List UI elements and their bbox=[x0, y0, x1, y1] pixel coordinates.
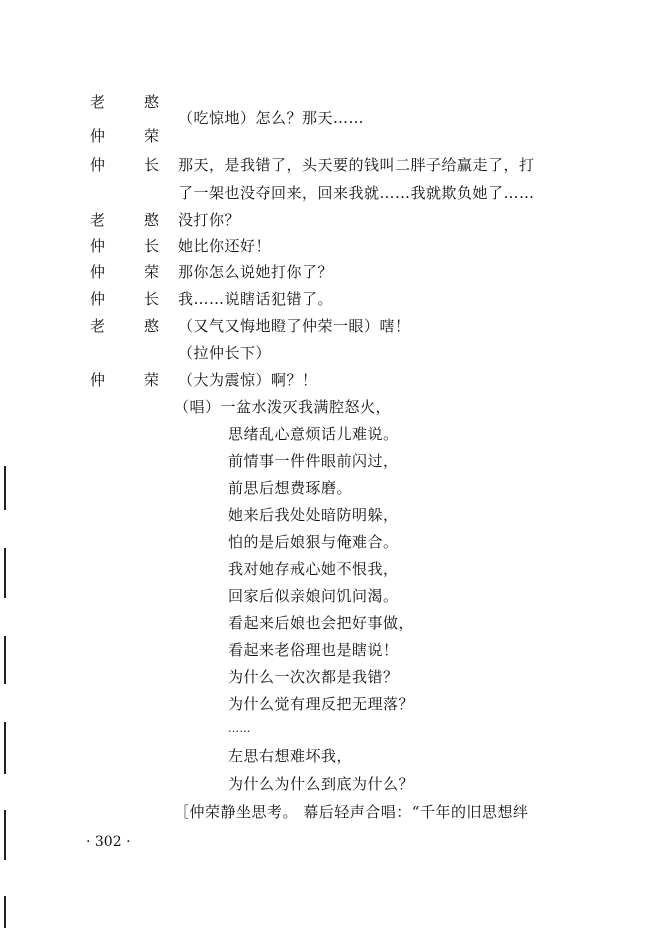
dialog-line: （大为震惊）啊？！ bbox=[178, 371, 318, 389]
speaker-char: 荣 bbox=[144, 127, 160, 145]
speaker-char: 荣 bbox=[144, 263, 160, 281]
song-line: 左思右想难坏我， bbox=[228, 747, 353, 765]
song-line: 前思后想费琢磨。 bbox=[228, 479, 353, 497]
dialog-line: 那天，是我错了，头天要的钱叫二胖子给赢走了，打 bbox=[178, 156, 535, 174]
speaker-char: 仲 bbox=[90, 371, 106, 389]
song-line: 怕的是后娘狠与俺难合。 bbox=[228, 533, 399, 551]
speaker-char: 仲 bbox=[90, 127, 106, 145]
stage-direction: ［仲荣静坐思考。 幕后轻声合唱：“千年的旧思想绊 bbox=[174, 803, 529, 821]
speaker-char: 长 bbox=[144, 156, 160, 174]
song-line: 看起来老俗理也是瞎说！ bbox=[228, 641, 399, 659]
margin-scan-mark bbox=[4, 466, 6, 510]
song-line: 为什么一次次都是我错？ bbox=[228, 668, 399, 686]
dialog-line: （吃惊地）怎么？那天…… bbox=[178, 109, 365, 127]
dialog-line: 她比你还好！ bbox=[178, 237, 272, 255]
song-line: 看起来后娘也会把好事做， bbox=[228, 614, 415, 632]
margin-scan-mark bbox=[4, 548, 6, 598]
song-intro-line: （唱）一盆水泼灭我满腔怒火， bbox=[174, 398, 392, 416]
margin-scan-mark bbox=[4, 636, 6, 684]
song-line: 为什么觉有理反把无理落？ bbox=[228, 695, 415, 713]
song-line: 前情事一件件眼前闪过， bbox=[228, 452, 399, 470]
speaker-char: 憨 bbox=[144, 317, 160, 335]
speaker-char: 长 bbox=[144, 290, 160, 308]
dialog-line: （拉仲长下） bbox=[178, 344, 272, 362]
song-line: 回家后似亲娘问饥问渴。 bbox=[228, 587, 399, 605]
speaker-char: 长 bbox=[144, 237, 160, 255]
speaker-char: 荣 bbox=[144, 371, 160, 389]
speaker-char: 老 bbox=[90, 211, 106, 229]
speaker-char: 老 bbox=[90, 317, 106, 335]
speaker-char: 老 bbox=[90, 93, 106, 111]
page-number: · 302 · bbox=[86, 834, 131, 850]
speaker-char: 憨 bbox=[144, 211, 160, 229]
speaker-char: 憨 bbox=[144, 93, 160, 111]
dialog-line: 了一架也没夺回来，回来我就……我就欺负她了…… bbox=[178, 184, 535, 202]
dialog-line: 没打你？ bbox=[178, 211, 241, 229]
song-ellipsis: …… bbox=[228, 722, 251, 735]
dialog-line: 我……说瞎话犯错了。 bbox=[178, 290, 334, 308]
speaker-char: 仲 bbox=[90, 263, 106, 281]
dialog-line: （又气又悔地瞪了仲荣一眼）嗐！ bbox=[178, 317, 411, 335]
margin-scan-mark bbox=[4, 722, 6, 774]
speaker-char: 仲 bbox=[90, 156, 106, 174]
margin-scan-mark bbox=[4, 896, 6, 928]
speaker-char: 仲 bbox=[90, 290, 106, 308]
song-line: 她来后我处处暗防明躲， bbox=[228, 506, 399, 524]
dialog-line: 那你怎么说她打你了？ bbox=[178, 263, 334, 281]
song-line: 思绪乱心意烦话儿难说。 bbox=[228, 425, 399, 443]
margin-scan-mark bbox=[4, 810, 6, 860]
song-line: 为什么为什么到底为什么？ bbox=[228, 775, 415, 793]
song-line: 我对她存戒心她不恨我， bbox=[228, 560, 399, 578]
speaker-char: 仲 bbox=[90, 237, 106, 255]
